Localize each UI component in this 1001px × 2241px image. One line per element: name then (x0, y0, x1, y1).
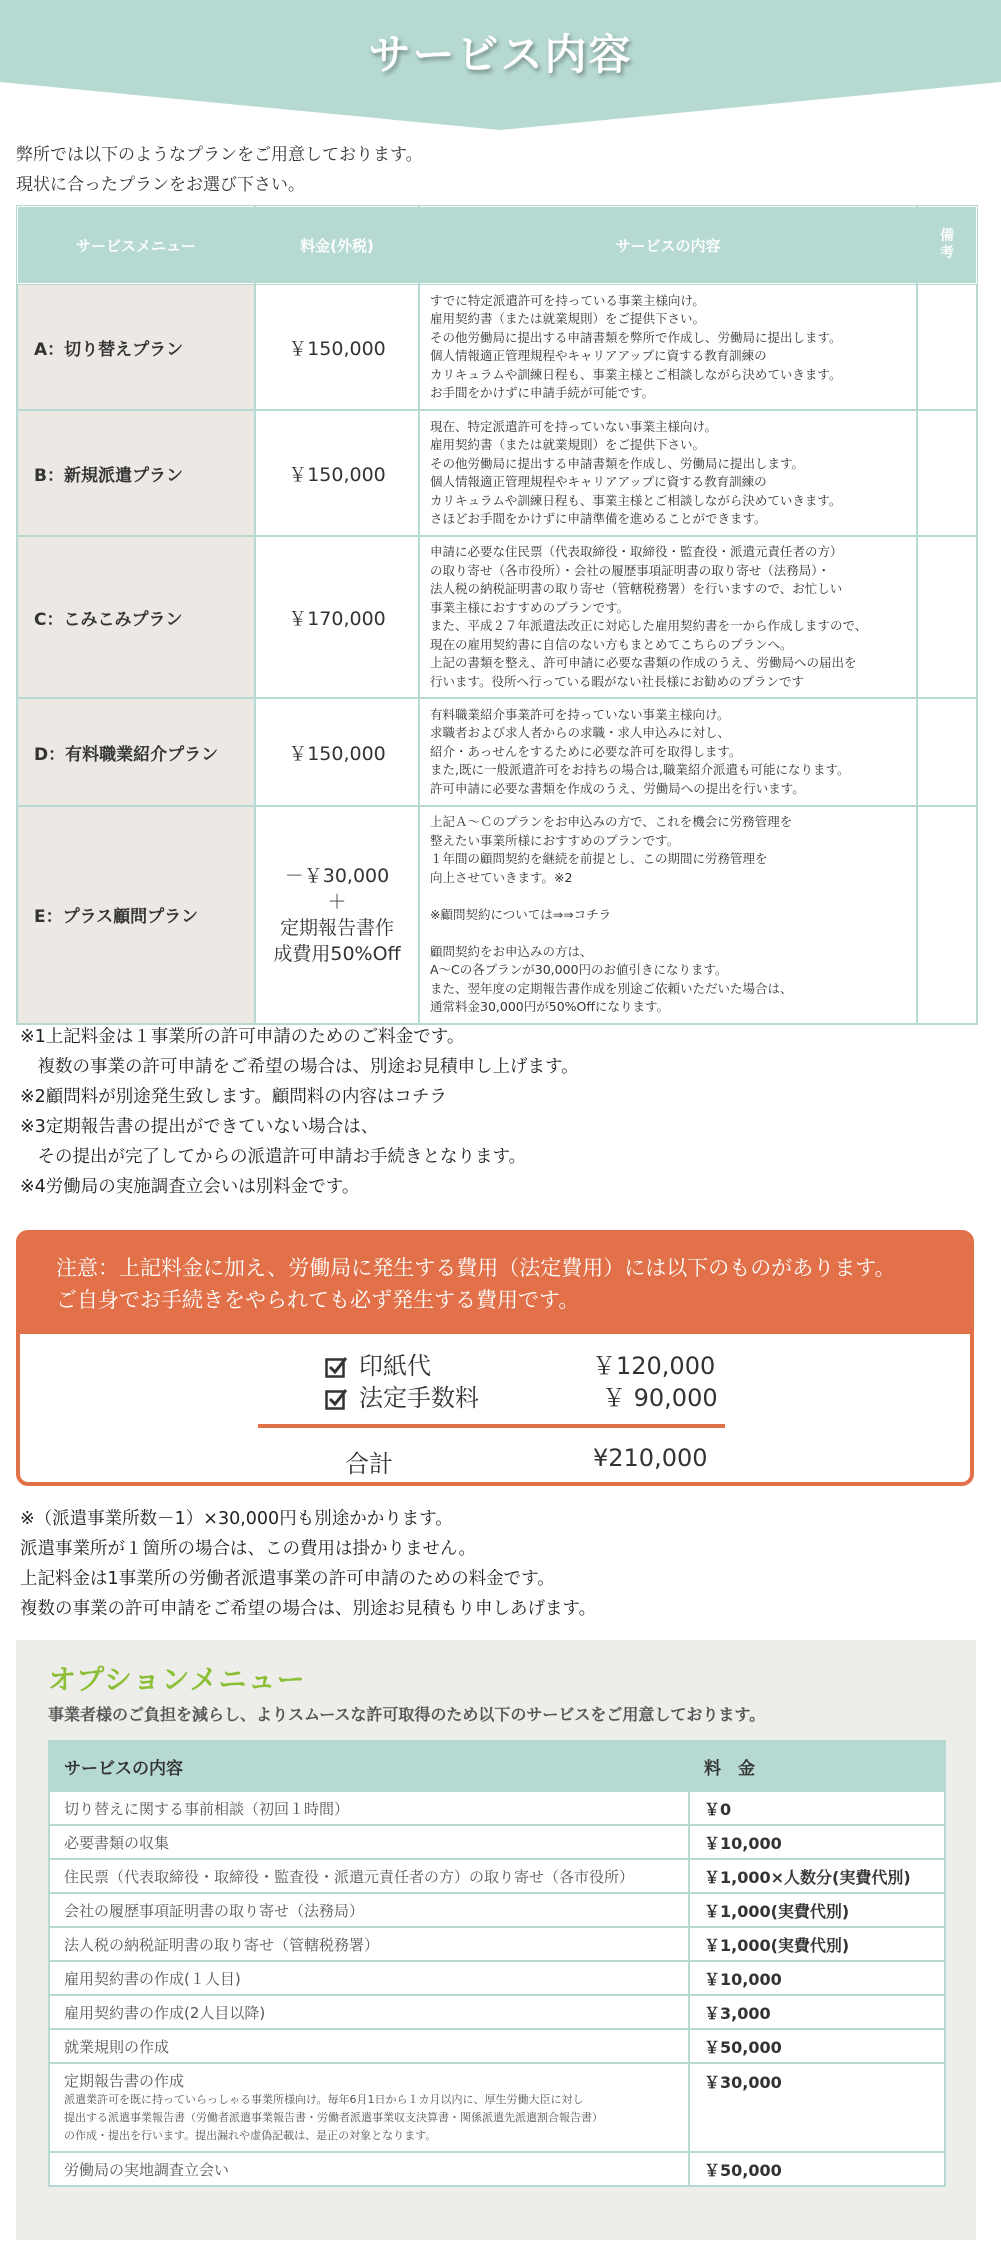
note-line: 複数の事業の許可申請をご希望の場合は、別途お見積申し上げます。 (20, 1057, 579, 1077)
page-banner (0, 0, 1001, 130)
option-menu-section (16, 1640, 976, 2240)
header-price: 料金(外税) (255, 206, 419, 284)
table-row: 雇用契約書の作成(2人目以降) ￥3,000 (49, 1995, 945, 2029)
plan-name: E：プラス顧問プラン (17, 806, 255, 1024)
option-detail: の作成・提出を行います。提出漏れや虚偽記載は、是正の対象となります。 (64, 2129, 437, 2142)
intro-text (16, 140, 423, 200)
plan-description: 有料職業紹介事業許可を持っていない事業主様向け。 求職者および求人者からの求職・求人申込みに対し、 紹介・あっせんをするために必要な許可を取得します。 また,既に一般派遣許可をお持ちの場合は,職業紹介派遣も可能になります。 許可申請に必要な書類を作成のうえ、労働局への提出を行います。 (419, 698, 917, 806)
header-remarks: 備 考 (917, 206, 977, 284)
additional-notes (20, 1504, 596, 1624)
plan-remarks (917, 410, 977, 536)
plan-price: ￥170,000 (255, 536, 419, 698)
plan-description: 現在、特定派遣許可を持っていない事業主様向け。 雇用契約書（または就業規則）をご提供下さい。 その他労働局に提出する申請書類を作成し、労働局に提出します。 個人情報適正管理規程やキャリアアップに資する教育訓練の カリキュラムや訓練日程も、事業主様とご相談しながら決めていきます。 さほどお手間をかけずに申請準備を進めることができます。 (419, 410, 917, 536)
plan-price: ￥150,000 (255, 698, 419, 806)
option-menu-title: オプションメニュー (48, 1663, 306, 1696)
plan-price: ￥150,000 (255, 410, 419, 536)
table-row: 必要書類の収集 ￥10,000 (49, 1825, 945, 1859)
plan-description: すでに特定派遣許可を持っている事業主様向け。 雇用契約書（または就業規則）をご提供下さい。 その他労働局に提出する申請書類を弊所で作成し、労働局に提出します。 個人情報適正管理規程やキャリアアップに資する教育訓練の カリキュラムや訓練日程も、事業主様とご相談しながら決めていきます。 お手間をかけずに申請手続が可能です。 (419, 284, 917, 410)
plan-remarks (917, 284, 977, 410)
fee-statutory-amount: ￥ 90,000 (602, 1384, 718, 1412)
option-detail: 提出する派遣事業報告書（労働者派遣事業報告書・労働者派遣事業収支決算書・関係派遣先派遣割合報告書） (64, 2111, 603, 2124)
legal-fees-box (16, 1230, 974, 1486)
header-menu: サービスメニュー (17, 206, 255, 284)
header-service-content: サービスの内容 (49, 1741, 689, 1791)
note-line: 複数の事業の許可申請をご希望の場合は、別途お見積もり申しあげます。 (20, 1599, 597, 1619)
note-line: 派遣事業所が１箇所の場合は、この費用は掛かりません。 (20, 1539, 477, 1559)
note-line: ※1上記料金は１事業所の許可申請のためのご料金です。 (20, 1027, 465, 1047)
plan-name: D：有料職業紹介プラン (17, 698, 255, 806)
fee-notes (20, 1022, 579, 1202)
total-amount: ¥210,000 (593, 1444, 708, 1472)
table-row: 法人税の納税証明書の取り寄せ（管轄税務署） ￥1,000(実費代別) (49, 1927, 945, 1961)
table-row: 会社の履歴事項証明書の取り寄せ（法務局） ￥1,000(実費代別) (49, 1893, 945, 1927)
plan-row-a (17, 284, 977, 410)
plan-price: －￥30,000 ＋ 定期報告書作 成費用50%Off (255, 806, 419, 1024)
plan-row-c (17, 536, 977, 698)
plan-description: 申請に必要な住民票（代表取締役・取締役・監査役・派遣元責任者の方） の取り寄せ（各市役所）・会社の履歴事項証明書の取り寄せ（法務局）・ 法人税の納税証明書の取り寄せ（管轄税務署）を行いますので、お忙しい 事業主様におすすめのプランです。 また、平成２７年派遣法改正に対応した雇用契約書を一から作成しますので、 現在の雇用契約書に自信のない方もまとめてこちらのプランへ。 上記の書類を整え、許可申請に必要な書類の作成のうえ、労働局への届出を 行います。役所へ行っている暇がない社長様にお勧めのプランです (419, 536, 917, 698)
note-line: ※4労働局の実施調査立会いは別料金です。 (20, 1177, 360, 1197)
option-table (48, 1740, 946, 2187)
option-detail: 派遣業許可を既に持っていらっしゃる事業所様向け。毎年6月1日から１カ月以内に、厚生労働大臣に対し (64, 2093, 584, 2106)
plan-name: A：切り替えプラン (17, 284, 255, 410)
table-row: 切り替えに関する事前相談（初回１時間） ￥0 (49, 1791, 945, 1825)
option-menu-subtitle: 事業者様のご負担を減らし、よりスムースな許可取得のため以下のサービスをご用意しております。 (48, 1705, 766, 1724)
plan-name: C：こみこみプラン (17, 536, 255, 698)
checkbox-checked-icon (325, 1388, 347, 1410)
total-label: 合計 (345, 1450, 393, 1478)
fee-stamp-amount: ￥120,000 (592, 1352, 716, 1380)
plan-row-d (17, 698, 977, 806)
plan-remarks (917, 698, 977, 806)
plan-remarks (917, 806, 977, 1024)
fee-statutory: 法定手数料 (325, 1378, 479, 1413)
option-item: 定期報告書の作成 (64, 2072, 185, 2090)
note-line: ※（派遣事業所数－1）×30,000円も別途かかります。 (20, 1509, 453, 1529)
plans-table (16, 205, 978, 1025)
table-row: 定期報告書の作成 派遣業許可を既に持っていらっしゃる事業所様向け。毎年6月1日から１カ月以内に、厚生労働大臣に対し 提出する派遣事業報告書（労働者派遣事業報告書・労働者派遣事業収支決算書・関係派遣先派遣割合報告書） の作成・提出を行います。提出漏れや虚偽記載は、是正の対象となります。 ￥30,000 (49, 2063, 945, 2152)
table-row: 就業規則の作成 ￥50,000 (49, 2029, 945, 2063)
plan-remarks (917, 536, 977, 698)
checkbox-checked-icon (325, 1356, 347, 1378)
table-row: 住民票（代表取締役・取締役・監査役・派遣元責任者の方）の取り寄せ（各市役所） ￥1,000×人数分(実費代別) (49, 1859, 945, 1893)
plan-row-b (17, 410, 977, 536)
legal-fees-warning: 注意：上記料金に加え、労働局に発生する費用（法定費用）には以下のものがあります。 ご自身でお手続きをやられても必ず発生する費用です。 (20, 1234, 970, 1334)
option-header-row (49, 1741, 945, 1791)
note-line: ※2顧問料が別途発生致します。顧問料の内容はコチラ (20, 1087, 447, 1107)
header-fee: 料 金 (689, 1741, 945, 1791)
table-row: 雇用契約書の作成(１人目) ￥10,000 (49, 1961, 945, 1995)
header-content: サービスの内容 (419, 206, 917, 284)
plans-header-row (17, 206, 977, 284)
plan-price: ￥150,000 (255, 284, 419, 410)
plan-description: 上記Ａ～Ｃのプランをお申込みの方で、これを機会に労務管理を 整えたい事業所様におすすめのプランです。 １年間の顧問契約を継続を前提とし、この期間に労務管理を 向上させていきます。※2 ※顧問契約については⇒⇒コチラ 顧問契約をお申込みの方は、 A～Cの各プランが30,000円のお値引きになります。 また、翌年度の定期報告書作成を別途ご依頼いただいた場合は、 通常料金30,000円が50%Offになります。 (419, 806, 917, 1024)
intro-line: 弊所では以下のようなプランをご用意しております。 (16, 145, 423, 165)
table-row: 労働局の実地調査立会い ￥50,000 (49, 2152, 945, 2186)
note-line: 上記料金は1事業所の労働者派遣事業の許可申請のための料金です。 (20, 1569, 555, 1589)
intro-line: 現状に合ったプランをお選び下さい。 (16, 175, 305, 195)
note-line: ※3定期報告書の提出ができていない場合は、 (20, 1117, 379, 1137)
plan-name: B：新規派遣プラン (17, 410, 255, 536)
advisory-link[interactable]: ※顧問契約については⇒⇒コチラ (430, 906, 612, 922)
page-title: サービス内容 (368, 30, 633, 79)
plan-row-e (17, 806, 977, 1024)
fee-stamp: 印紙代 (325, 1346, 431, 1381)
note-line: その提出が完了してからの派遣許可申請お手続きとなります。 (20, 1147, 527, 1167)
total-divider (258, 1424, 725, 1428)
